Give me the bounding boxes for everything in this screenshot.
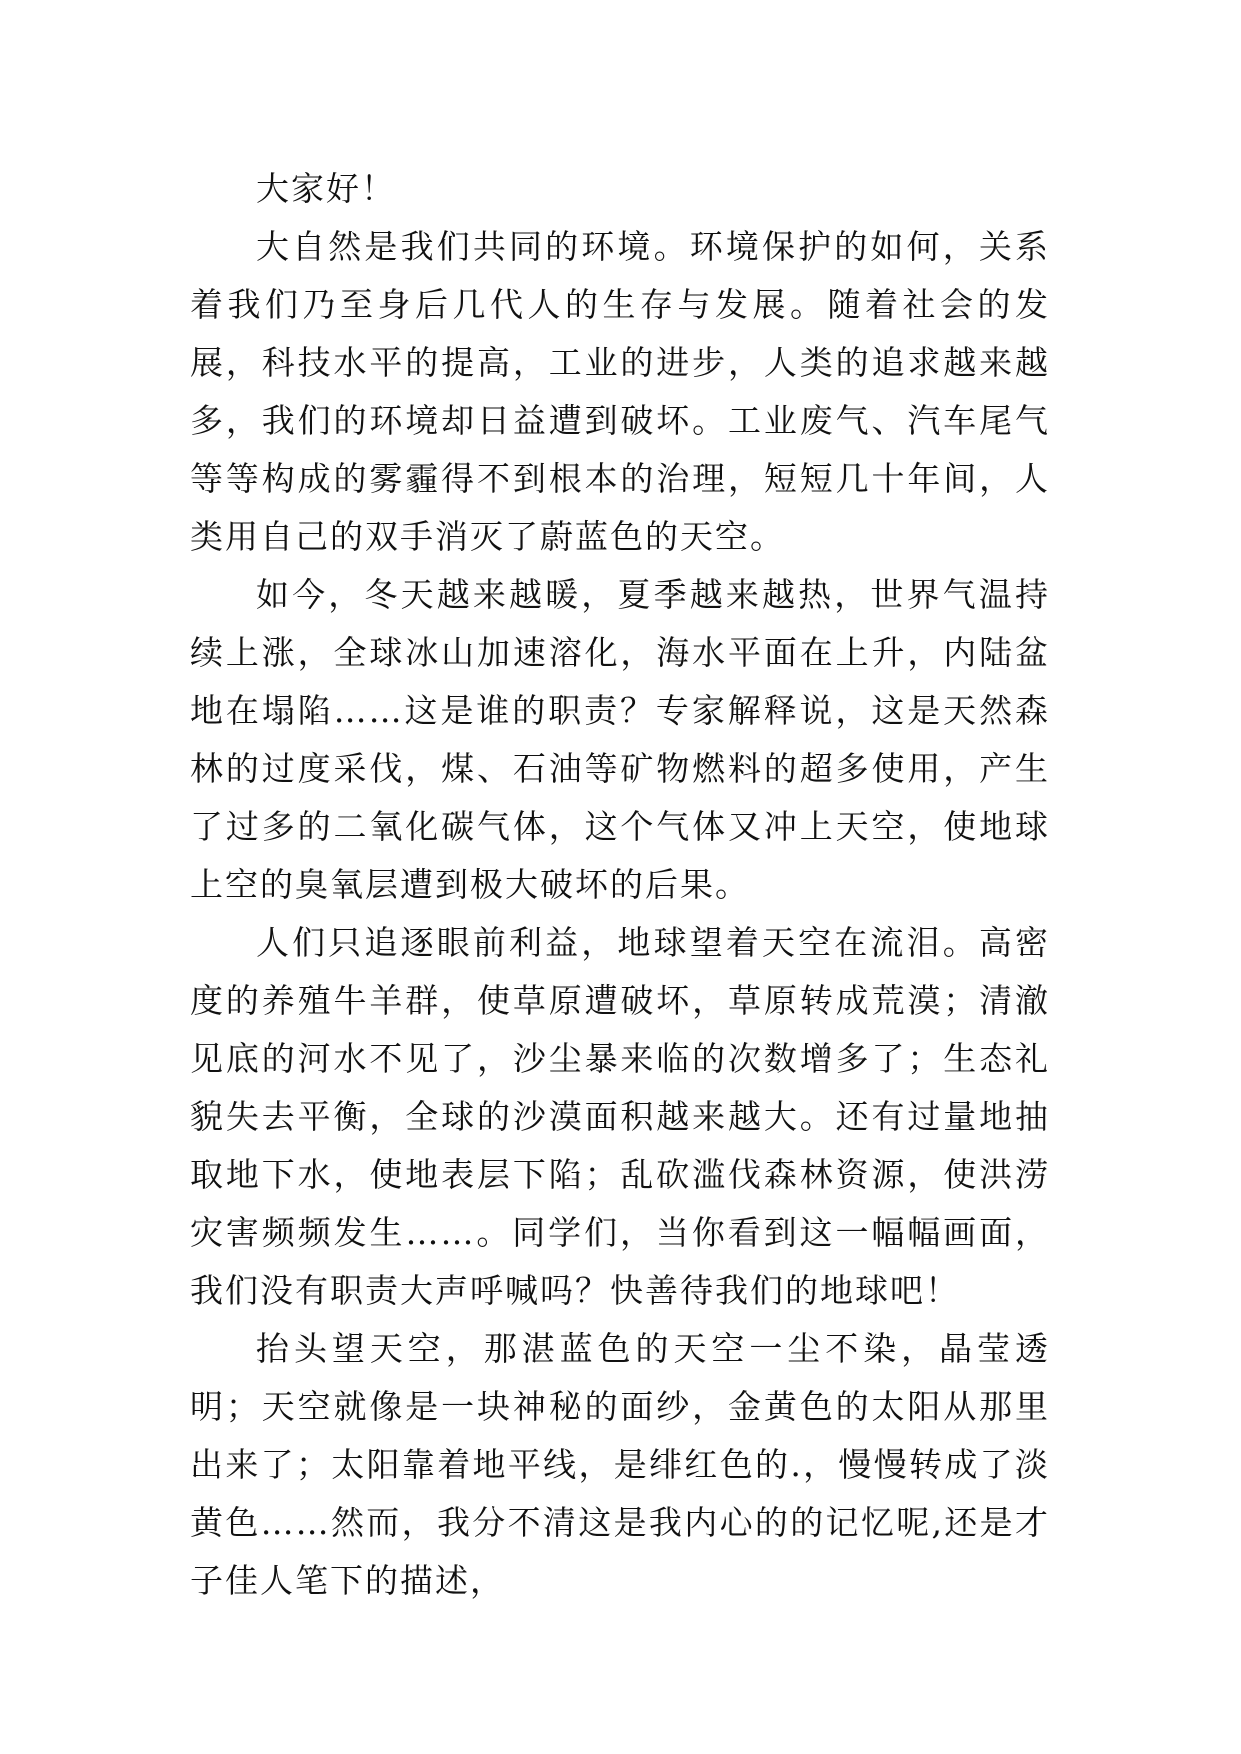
ecology-paragraph: 人们只追逐眼前利益，地球望着天空在流泪。高密度的养殖牛羊群，使草原遭破坏，草原转成荒漠；清澈见底的河水不见了，沙尘暴来临的次数增多了；生态礼貌失去平衡，全球的沙漠面积越来越大。还有过量地抽取地下水，使地表层下陷；乱砍滥伐森林资源，使洪涝灾害频频发生……。同学们，当你看到这一幅幅画面，我们没有职责大声呼喊吗？快善待我们的地球吧！: [190, 923, 1050, 1310]
document-body: [190, 160, 1050, 1610]
environment-paragraph: 大自然是我们共同的环境。环境保护的如何，关系着我们乃至身后几代人的生存与发展。随着社会的发展，科技水平的提高，工业的进步，人类的追求越来越多，我们的环境却日益遭到破坏。工业废气、汽车尾气等等构成的雾霾得不到根本的治理，短短几十年间，人类用自己的双手消灭了蔚蓝色的天空。: [190, 227, 1050, 556]
sky-paragraph: 抬头望天空，那湛蓝色的天空一尘不染，晶莹透明；天空就像是一块神秘的面纱，金黄色的太阳从那里出来了；太阳靠着地平线，是绯红色的.，慢慢转成了淡黄色……然而，我分不清这是我内心的的记忆呢,还是才子佳人笔下的描述，: [190, 1329, 1050, 1600]
greeting-paragraph: 大家好！: [256, 169, 396, 208]
climate-paragraph: 如今，冬天越来越暖，夏季越来越热，世界气温持续上涨，全球冰山加速溶化，海水平面在上升，内陆盆地在塌陷……这是谁的职责？专家解释说，这是天然森林的过度采伐，煤、石油等矿物燃料的超多使用，产生了过多的二氧化碳气体，这个气体又冲上天空，使地球上空的臭氧层遭到极大破坏的后果。: [190, 575, 1050, 904]
